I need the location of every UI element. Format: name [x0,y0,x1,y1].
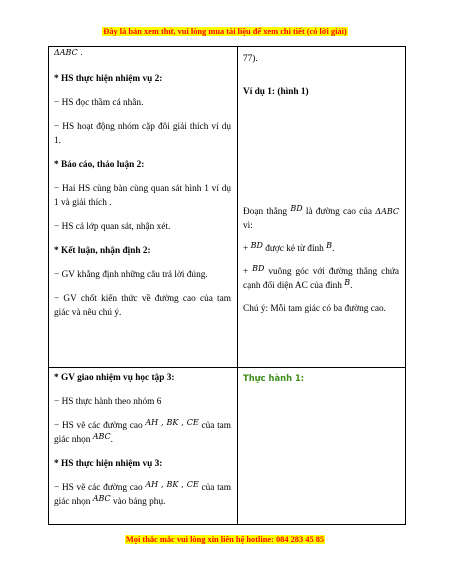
table-row [49,47,406,368]
reference-tail: 77). [243,54,258,64]
assign-heading: * GV giao nhiệm vụ học tập 3: [54,373,175,383]
conclude-heading: * Kết luận, nhận định 2: [54,246,151,256]
triangle-abc-tail: ΔABC . [54,48,83,57]
preview-banner-text: Đây là bản xem thử, vui lòng mua tài liệu để xem chi tiết (có lời giải) [103,27,347,36]
segment-bd: BD [290,204,303,213]
table-row [49,368,406,525]
practice-title: Thực hành 1: [243,373,305,383]
activity-cell [49,47,238,368]
hotline-banner-text: Mọi thắc mắc vui lòng xin liên hệ hotline: 084 283 45 85 [125,535,325,544]
hotline-banner [0,535,450,544]
assign-line: − HS thực hành theo nhóm 6 [54,397,162,407]
preview-banner [0,27,450,36]
content-cell [238,47,406,368]
triangle-abc: ΔABC [375,207,400,216]
task-heading: * HS thực hiện nhiệm vụ 3: [54,459,163,469]
bullet-line: + BD vuông góc với đường thẳng chứa cạnh đối diện AC của đỉnh B. [243,264,400,291]
example-title: Ví dụ 1: (hình 1) [243,87,309,97]
task-line: − HS hoạt động nhóm cặp đôi giải thích ví dụ 1. [54,122,231,146]
task-line: − HS đọc thầm cá nhân. [54,98,144,108]
report-heading: * Báo cáo, thảo luận 2: [54,160,145,170]
activity-cell [49,368,238,525]
conclude-line: − GV khẳng định những câu trả lời đúng. [54,270,208,280]
note: Chú ý: Mỗi tam giác có ba đường cao. [243,304,386,314]
segment-statement: Đoạn thẳng BD là đường cao của ΔABC vì: [243,204,400,231]
report-line: − HS cả lớp quan sát, nhận xét. [54,222,171,232]
task-heading: * HS thực hiện nhiệm vụ 2: [54,74,163,84]
bullet-line: + BD được kẻ từ đỉnh B. [243,241,335,254]
lesson-table [48,46,406,525]
content-cell [238,368,406,525]
draw-line: − HS vẽ các đường cao AH , BK , CE của tam giác nhọn ABC. [54,418,232,445]
conclude-line: − GV chốt kiến thức về đường cao của tam giác và nêu chú ý. [54,294,231,318]
draw-line: − HS vẽ các đường cao AH , BK , CE của tam giác nhọn ABC vào bảng phụ. [54,480,232,507]
report-line: − Hai HS cùng bàn cùng quan sát hình 1 ví dụ 1 và giải thích . [54,184,231,208]
